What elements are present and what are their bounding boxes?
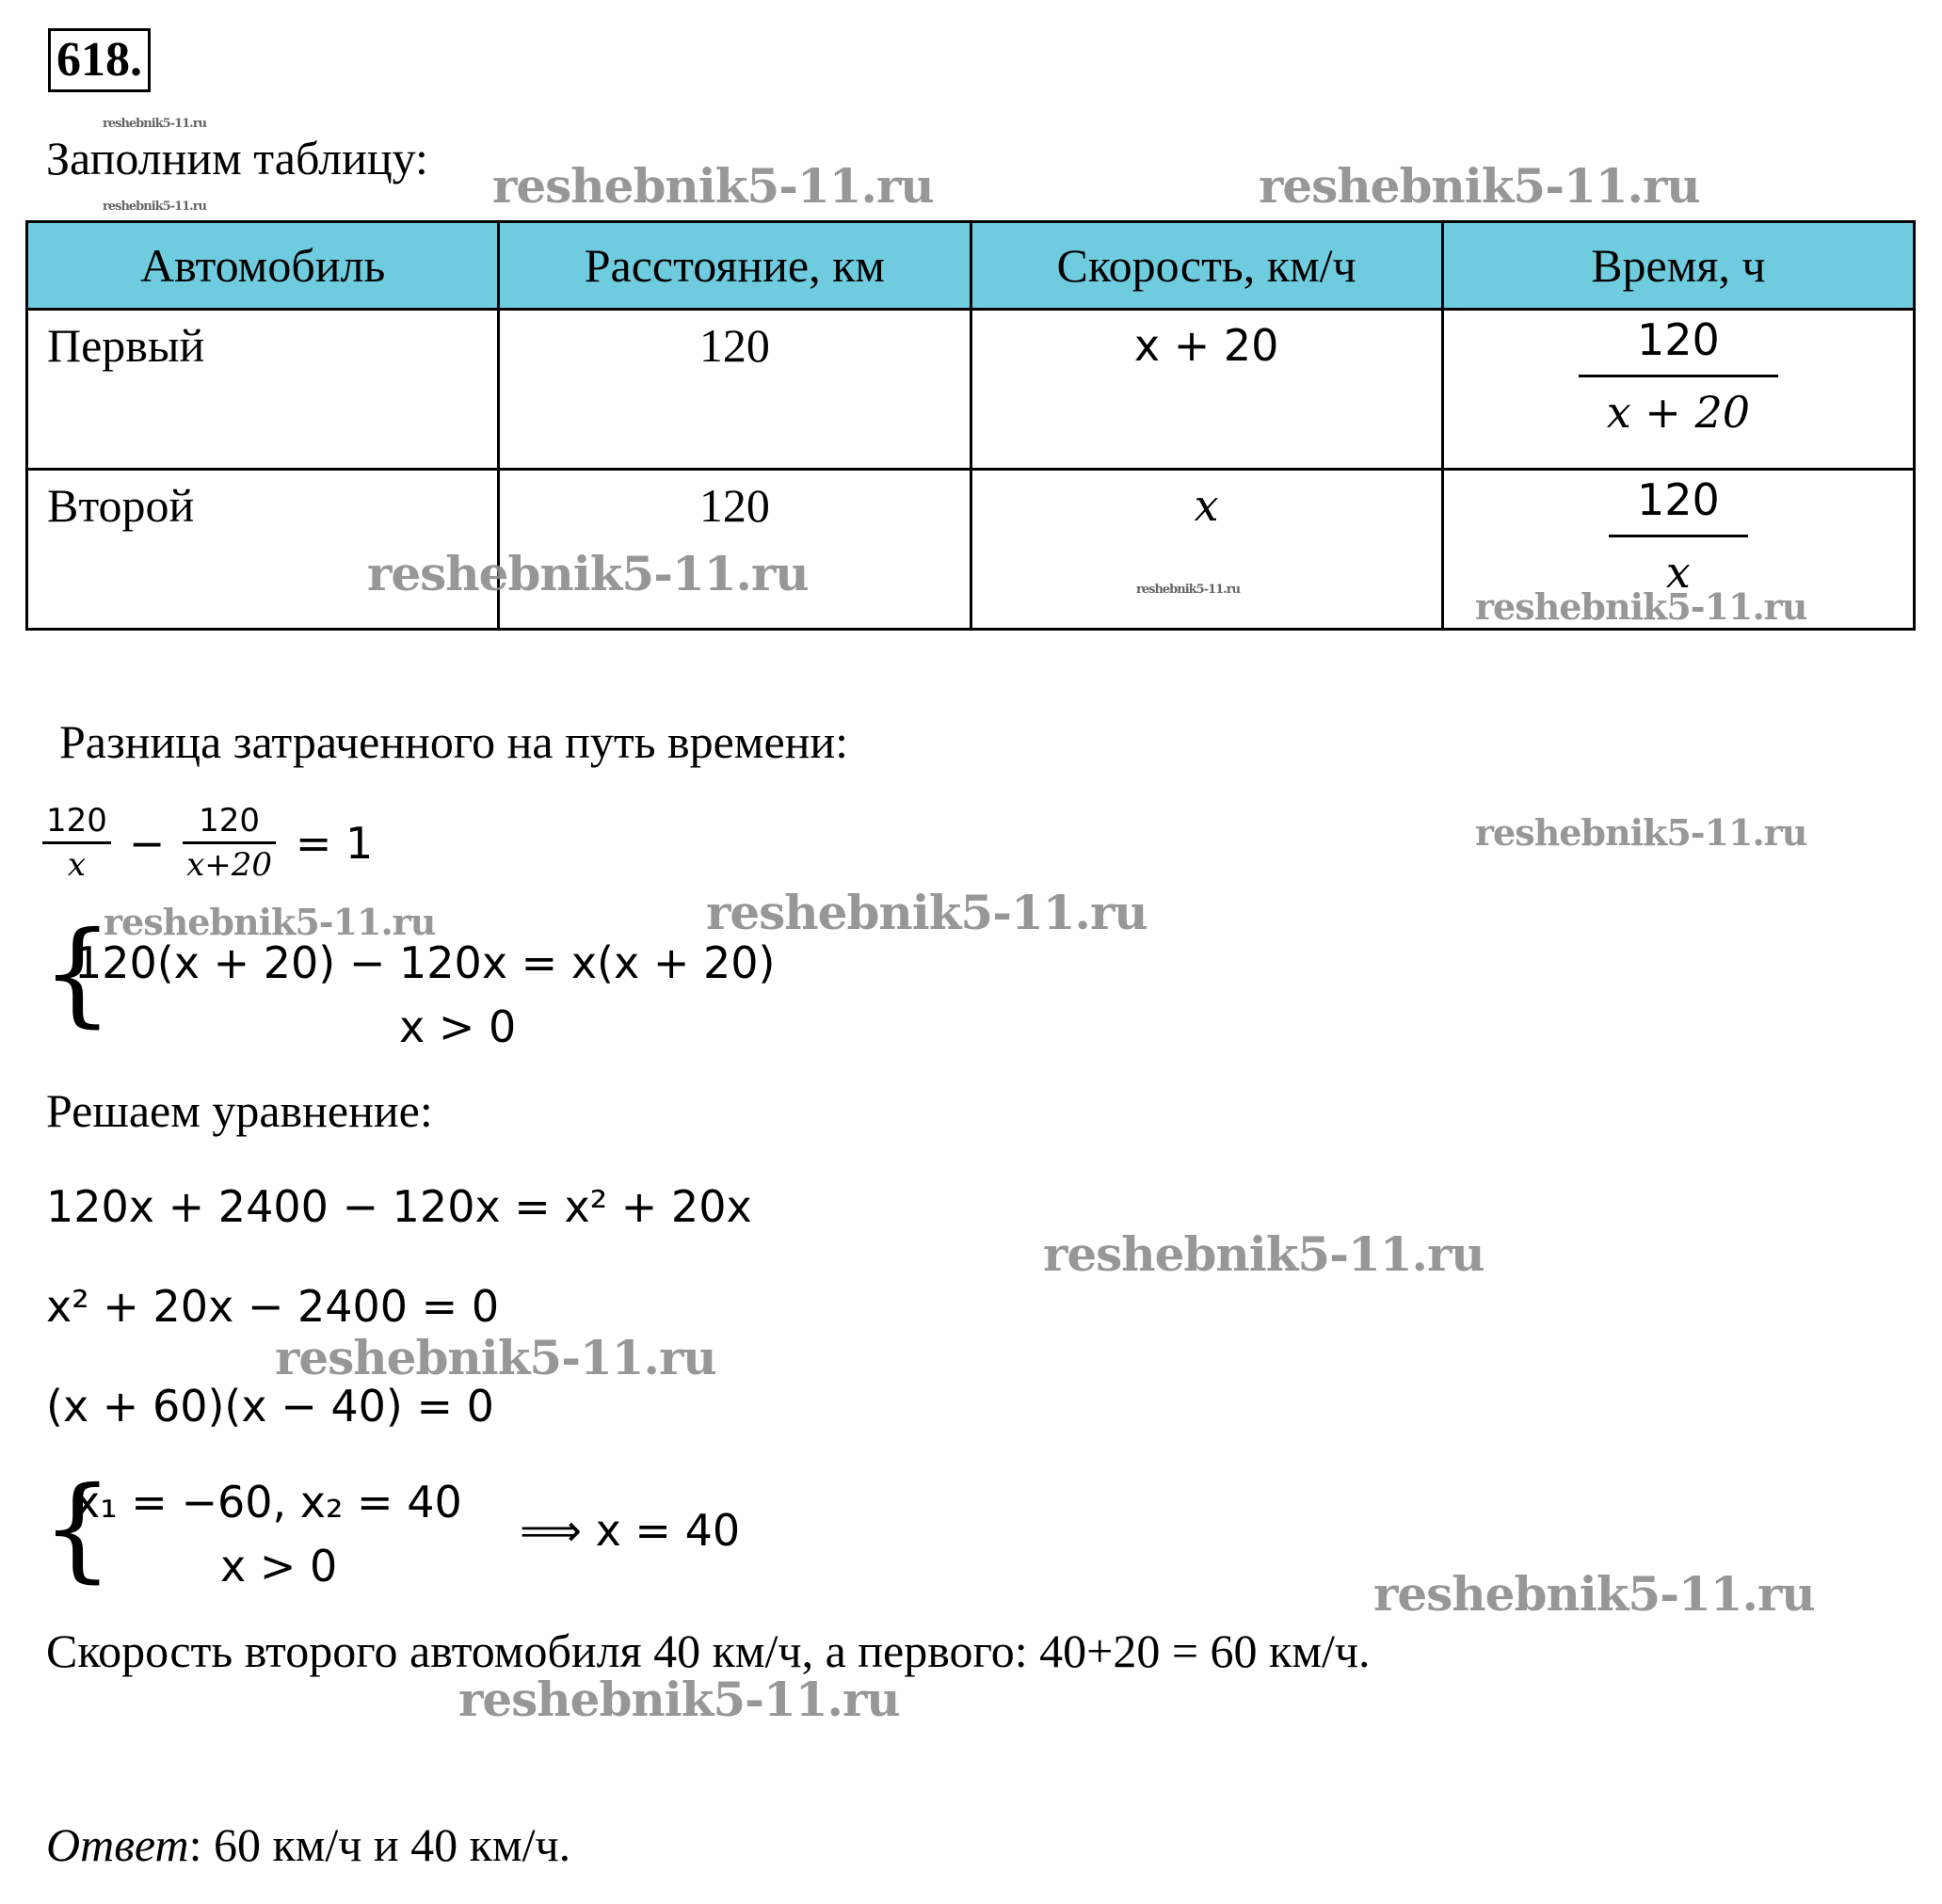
left-brace: {	[41, 1464, 114, 1594]
header-time: Время, ч	[1442, 222, 1914, 310]
row1-car: Первый	[27, 310, 499, 470]
watermark: reshebnik5-11.ru	[1475, 585, 1807, 628]
watermark: reshebnik5-11.ru	[1373, 1566, 1815, 1622]
header-distance: Расстояние, км	[499, 222, 971, 310]
fraction-bar	[42, 841, 111, 844]
watermark: reshebnik5-11.ru	[706, 885, 1148, 940]
table-row	[27, 310, 1915, 470]
problem-number: 618.	[48, 28, 151, 92]
row2-distance: 120	[499, 470, 971, 630]
fraction-bar	[1609, 535, 1748, 537]
table-header-row	[27, 222, 1915, 310]
row1-time	[1442, 310, 1914, 470]
header-car: Автомобиль	[27, 222, 499, 310]
answer-label: Ответ	[46, 1818, 189, 1871]
eq-frac1-num: 120	[46, 802, 107, 840]
watermark: reshebnik5-11.ru	[492, 158, 934, 214]
eq-frac2-num: 120	[199, 802, 260, 840]
system1-line1: 120(x + 20) − 120x = x(x + 20)	[74, 937, 776, 988]
watermark: reshebnik5-11.ru	[275, 1330, 716, 1385]
watermark: reshebnik5-11.ru	[458, 1672, 900, 1727]
watermark: reshebnik5-11.ru	[1136, 583, 1241, 597]
eq-rhs: = 1	[295, 817, 374, 869]
row2-time-denominator: x	[1665, 547, 1691, 598]
watermark: reshebnik5-11.ru	[1475, 811, 1807, 854]
system1-line2: x > 0	[399, 1001, 517, 1052]
watermark: reshebnik5-11.ru	[103, 117, 207, 131]
eq-minus: −	[128, 817, 166, 869]
left-brace: {	[41, 908, 114, 1039]
watermark: reshebnik5-11.ru	[1259, 158, 1700, 214]
system2-line2: x > 0	[220, 1541, 338, 1592]
watermark: reshebnik5-11.ru	[104, 901, 436, 943]
equation	[46, 802, 373, 884]
solve-heading: Решаем уравнение:	[46, 1084, 433, 1137]
eq-frac1-den: x	[67, 846, 87, 884]
answer-text: : 60 км/ч и 40 км/ч.	[188, 1818, 571, 1871]
fraction-bar	[1579, 375, 1778, 377]
watermark: reshebnik5-11.ru	[1043, 1226, 1485, 1282]
row1-distance: 120	[499, 310, 971, 470]
row2-speed: x	[971, 470, 1442, 630]
system2-line1: x₁ = −60, x₂ = 40	[74, 1477, 462, 1528]
fraction-bar	[183, 841, 276, 844]
row2-car: Второй	[27, 470, 499, 630]
answer	[46, 1816, 570, 1873]
row1-time-denominator: x + 20	[1606, 387, 1750, 438]
eq-frac2-den: x+20	[186, 846, 273, 884]
intro-text: Заполним таблицу:	[46, 132, 428, 184]
header-speed: Скорость, км/ч	[971, 222, 1442, 310]
conclusion-text: Скорость второго автомобиля 40 км/ч, а первого: 40+20 = 60 км/ч.	[46, 1624, 1371, 1677]
row1-time-numerator: 120	[1636, 314, 1720, 365]
system2-implication: ⟹ x = 40	[520, 1505, 741, 1556]
diff-heading: Разница затраченного на путь времени:	[59, 715, 849, 768]
watermark: reshebnik5-11.ru	[367, 546, 809, 601]
step-1: 120x + 2400 − 120x = x² + 20x	[46, 1181, 752, 1232]
watermark: reshebnik5-11.ru	[103, 200, 207, 214]
row2-time-numerator: 120	[1636, 474, 1720, 525]
row1-speed: x + 20	[971, 310, 1442, 470]
step-3: (x + 60)(x − 40) = 0	[46, 1381, 494, 1432]
step-2: x² + 20x − 2400 = 0	[46, 1281, 500, 1332]
data-table	[25, 220, 1916, 631]
